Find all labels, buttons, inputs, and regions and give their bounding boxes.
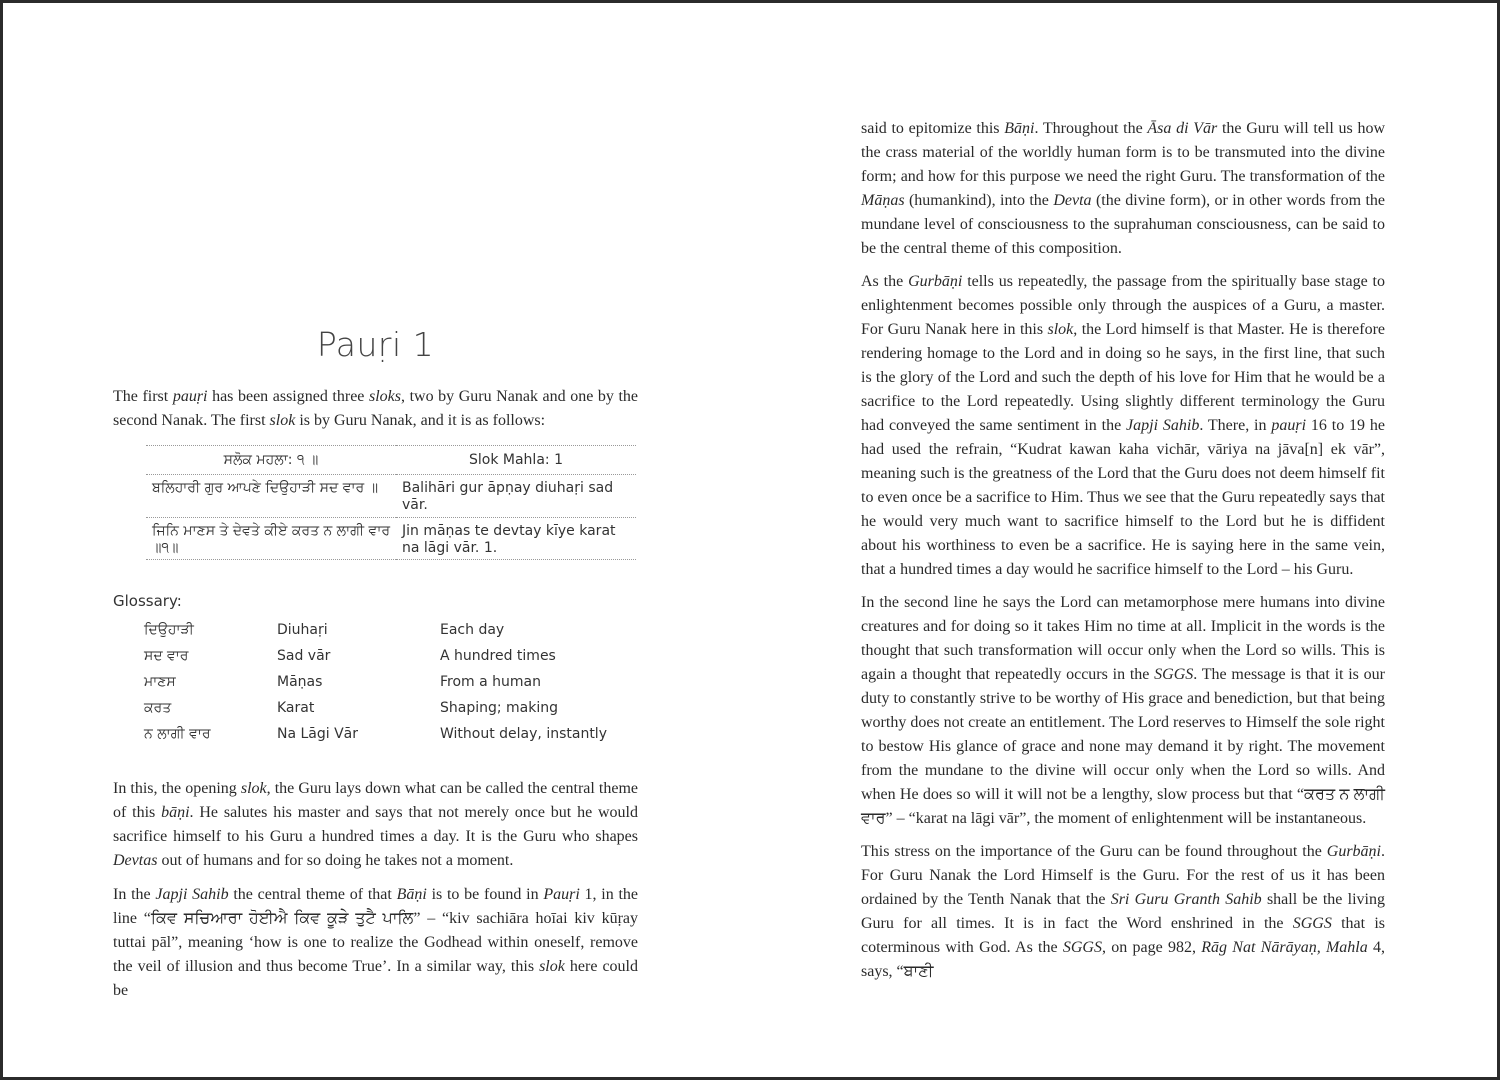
italic-term: Pauṛi <box>543 886 580 903</box>
text-run: 4, says, “ਬਾਣੀ <box>861 939 1386 980</box>
glossary-gurmukhi: ਦਿਉਹਾੜੀ <box>144 622 194 638</box>
slok-table <box>146 445 636 560</box>
slok-header-translit: Slok Mahla: 1 <box>396 446 636 475</box>
text-run: is by Guru Nanak, and it is as follows: <box>295 412 546 429</box>
left-body-text <box>113 777 638 1013</box>
text-run: , two by Guru Nanak and one by the second Nanak. The first <box>113 388 638 429</box>
glossary-gurmukhi: ਮਾਣਸ <box>144 674 176 690</box>
text-run: 16 to 19 he had used the refrain, “Kudrat kawan kaha vichār, vāriya na jāva[n] ek vār”, meaning such is the greatness of the Lord that the Guru does not deem himself fit to even once be a sacrifice to Him. Thus we see that the Guru repeatedly says that he would very much want to sacrifice himself to the Lord but he is diffident about his worthiness to even be a sacrifice. He is saying here in the same vein, that a hundred times a day would he sacrifice himself to the Lord – his Guru. <box>861 417 1386 578</box>
text-run: . There, in <box>1199 417 1272 434</box>
text-run: , the Guru lays down what can be called the central theme of this <box>113 780 638 821</box>
italic-term: SGGS <box>1292 915 1332 932</box>
text-run: out of humans and for so doing he takes not a moment. <box>157 852 514 869</box>
slok-table-row <box>146 518 636 560</box>
slok-header-gurmukhi: ਸਲੋਕ ਮਹਲਾ: ੧ ॥ <box>146 446 396 475</box>
body-paragraph <box>113 777 638 873</box>
text-run: the central theme of that <box>228 886 397 903</box>
slok-line-gurmukhi: ਜਿਨਿ ਮਾਣਸ ਤੇ ਦੇਵਤੇ ਕੀਏ ਕਰਤ ਨ ਲਾਗੀ ਵਾਰ ॥੧॥ <box>146 518 396 560</box>
text-run: has been assigned three <box>207 388 369 405</box>
slok-line-gurmukhi: ਬਲਿਹਾਰੀ ਗੁਰ ਆਪਣੇ ਦਿਉਹਾੜੀ ਸਦ ਵਾਰ ॥ <box>146 475 396 518</box>
italic-term: bāṇi <box>161 804 190 821</box>
italic-term: Japji Sahib <box>155 886 229 903</box>
page-title: Pauṛi 1 <box>316 325 435 364</box>
italic-term: slok <box>269 412 296 429</box>
glossary-translit: Sad vār <box>277 648 331 664</box>
italic-term: SGGS <box>1154 666 1194 683</box>
body-paragraph <box>861 591 1385 831</box>
body-paragraph <box>861 840 1385 984</box>
italic-term: Rāg Nat Nārāyaṇ, Mahla <box>1201 939 1368 956</box>
glossary-meaning: A hundred times <box>440 648 556 664</box>
text-run: In this, the opening <box>113 780 241 797</box>
glossary-meaning: Each day <box>440 622 505 638</box>
text-run: As the <box>861 273 909 290</box>
text-run: This stress on the importance of the Guru can be found throughout the <box>861 843 1327 860</box>
text-run: . For Guru Nanak the Lord Himself is the Guru. For the rest of us it has been ordained by the Tenth Nanak that the <box>861 843 1385 908</box>
slok-table-row <box>146 475 636 518</box>
text-run: the Guru will tell us how the crass material of the worldly human form is to be transmuted into the divine form; and how for this purpose we need the right Guru. The transformation of the <box>861 120 1385 185</box>
slok-line-translit: Balihāri gur āpṇay diuhaṛi sad vār. <box>396 475 636 518</box>
body-paragraph <box>861 270 1385 582</box>
book-spread <box>3 3 1497 1077</box>
right-page <box>861 117 1385 993</box>
italic-term: slok <box>1047 321 1074 338</box>
text-run: , the Lord himself is that Master. He is therefore rendering homage to the Lord and in doing so he says, in the first line, that such is the glory of the Lord and such the depth of his love for Him that he would be a sacrifice to the Lord repeatedly. Using slightly different terminology the Guru had conveyed the same sentiment in the <box>861 321 1385 434</box>
text-run: said to epitomize this <box>861 120 1005 137</box>
text-run: that is coterminous with God. As the <box>861 915 1385 956</box>
glossary-translit: Diuhaṛi <box>277 622 328 638</box>
body-paragraph <box>113 883 638 1003</box>
italic-term: Japji Sahib <box>1126 417 1200 434</box>
italic-term: Māṇas <box>861 192 905 209</box>
glossary-row <box>144 669 634 695</box>
glossary-meaning: From a human <box>440 674 542 690</box>
text-run: In the <box>113 886 156 903</box>
italic-term: Bāṇi <box>1004 120 1035 137</box>
italic-term: Gurbāṇi <box>908 273 963 290</box>
italic-term: pauṛi <box>172 388 208 405</box>
text-run: is to be found in <box>426 886 544 903</box>
italic-term: Devtas <box>113 852 158 869</box>
text-run: (humankind), into the <box>904 192 1054 209</box>
slok-table-header-row <box>146 446 636 475</box>
glossary-translit: Karat <box>277 700 315 716</box>
glossary-meaning: Without delay, instantly <box>440 726 607 742</box>
glossary-row <box>144 695 634 721</box>
glossary-list <box>144 617 634 747</box>
glossary-gurmukhi: ਕਰਤ <box>144 700 172 716</box>
glossary-row <box>144 643 634 669</box>
italic-term: pauṛi <box>1271 417 1307 434</box>
italic-term: Bāṇi <box>396 886 427 903</box>
italic-term: sloks <box>368 388 401 405</box>
glossary-row <box>144 617 634 643</box>
glossary-row <box>144 721 634 747</box>
glossary-meaning: Shaping; making <box>440 700 559 716</box>
text-run: . The message is that it is our duty to constantly strive to be worthy of His grace and benediction, but that being worthy does not create an entitlement. The Lord reserves to Himself the sole right to bestow His glance of grace and none may demand it by right. The movement from the mundane to the divine will occur only when the Lord so wills. And when He does so will it will not be a lengthy, slow process but that “ਕਰਤ ਨ ਲਾਗੀ ਵਾਰ” – “karat na lāgi vār”, the moment of enlightenment will be instantaneous. <box>861 666 1386 827</box>
glossary-gurmukhi: ਨ ਲਾਗੀ ਵਾਰ <box>144 726 211 742</box>
text-run: 1, in the line “ਕਿਵ ਸਚਿਆਰਾ ਹੋਈਐ ਕਿਵ ਕੂੜੇ ਤੁਟੈ ਪਾਲਿ” – “kiv sachiāra hoīai kiv kūṛay tuttai pāl”, meaning ‘how is one to realize the Godhead within oneself, remove the veil of illusion and thus become True’. In a similar way, this <box>113 886 639 975</box>
text-run: . He salutes his master and says that not merely once but he would sacrifice himself to his Guru a hundred times a day. It is the Guru who shapes <box>113 804 638 845</box>
glossary-translit: Na Lāgi Vār <box>277 726 359 742</box>
text-run: The first <box>113 388 173 405</box>
text-run: tells us repeatedly, the passage from the spiritually base stage to enlightenment becomes possible only through the auspices of a Guru, a master. For Guru Nanak here in this <box>861 273 1385 338</box>
italic-term: slok <box>240 780 267 797</box>
text-run: here could be <box>113 958 638 999</box>
text-run: (the divine form), or in other words from the mundane level of consciousness to the suprahuman consciousness, can be said to be the central theme of this composition. <box>861 192 1385 257</box>
italic-term: Gurbāṇi <box>1326 843 1381 860</box>
text-run: . Throughout the <box>1034 120 1148 137</box>
intro-paragraph <box>113 385 638 433</box>
body-paragraph <box>861 117 1385 261</box>
italic-term: SGGS <box>1062 939 1102 956</box>
text-run: In the second line he says the Lord can metamorphose mere humans into divine creatures and for doing so it takes Him no time at all. Implicit in the words is the thought that such transformation will occur only when the Lord so wills. This is again a thought that repeatedly occurs in the <box>861 594 1385 683</box>
slok-line-translit: Jin māṇas te devtay kīye karat na lāgi vār. 1. <box>396 518 636 560</box>
italic-term: Devta <box>1053 192 1092 209</box>
italic-term: slok <box>539 958 565 975</box>
text-run: , on page 982, <box>1101 939 1202 956</box>
glossary-heading: Glossary: <box>113 592 182 610</box>
italic-term: Sri Guru Granth Sahib <box>1110 891 1262 908</box>
text-run: shall be the living Guru for all times. It is in fact the Word enshrined in the <box>861 891 1385 932</box>
glossary-gurmukhi: ਸਦ ਵਾਰ <box>144 648 189 664</box>
glossary-translit: Māṇas <box>277 674 323 690</box>
italic-term: Āsa di Vār <box>1147 120 1218 137</box>
